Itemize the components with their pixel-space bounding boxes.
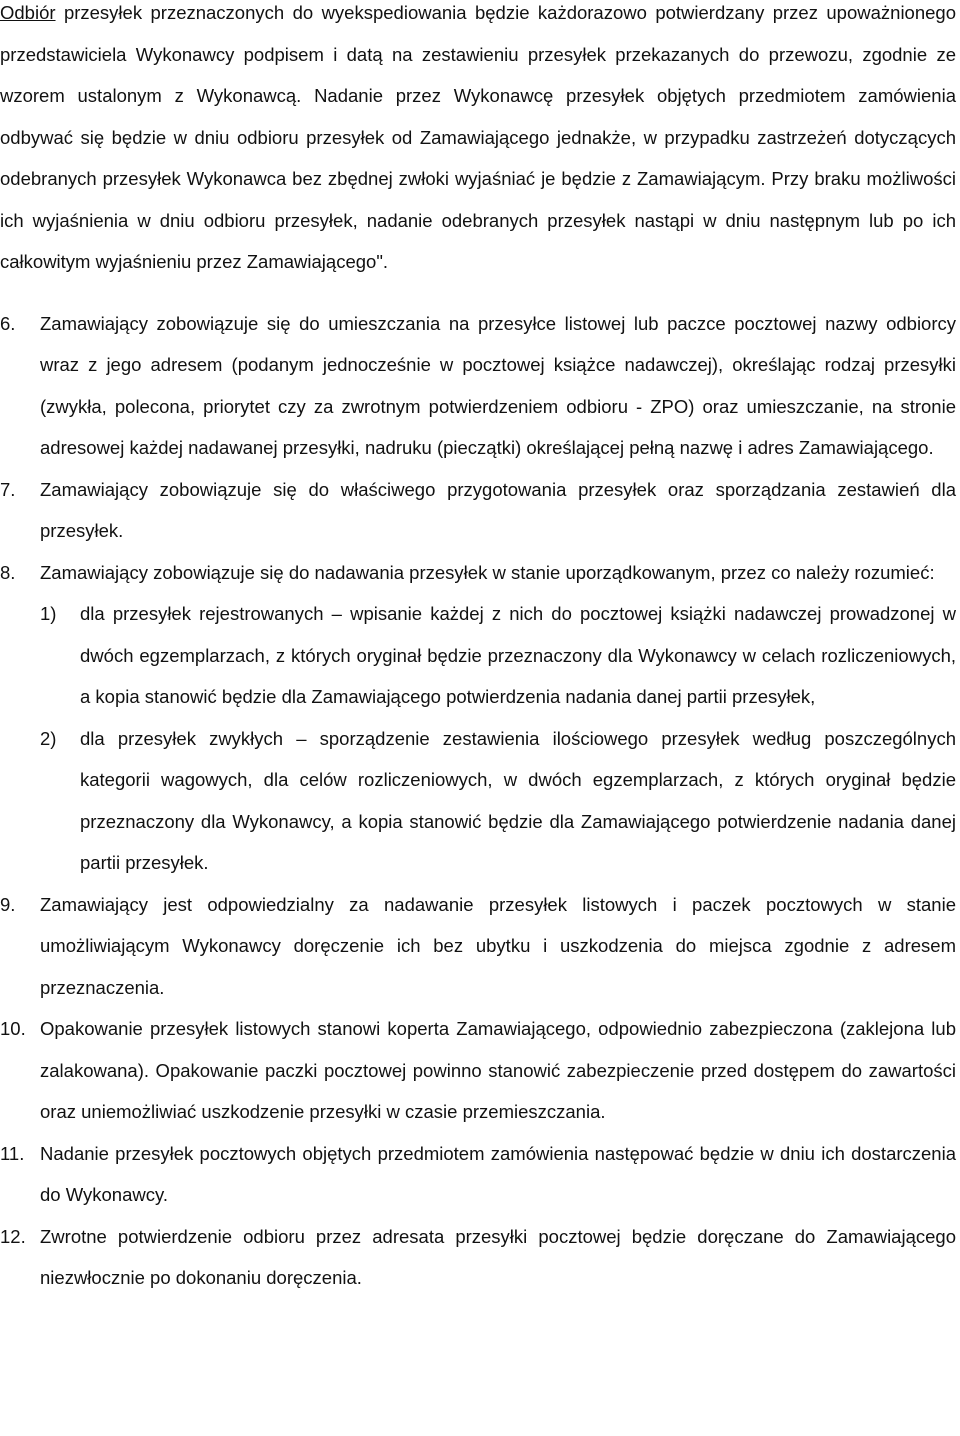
item-text: Zwrotne potwierdzenie odbioru przez adresata przesyłki pocztowej będzie doręczane do Zamawiającego niezwłocznie po dokonaniu doręczenia. [40, 1225, 956, 1288]
sub-item-2 [0, 718, 956, 884]
sub-item-1 [0, 593, 956, 718]
list-item-11 [0, 1133, 956, 1216]
list-item-6 [0, 303, 956, 469]
item-text: Zamawiający jest odpowiedzialny za nadawanie przesyłek listowych i paczek pocztowych w stanie umożliwiającym Wykonawcy doręczenie ich bez ubytku i uszkodzenia do miejsca zgodnie z adresem przeznaczenia. [40, 893, 956, 998]
item-text: Nadanie przesyłek pocztowych objętych przedmiotem zamówienia następować będzie w dniu ich dostarczenia do Wykonawcy. [40, 1142, 956, 1205]
item-number: 8. [0, 561, 16, 583]
item-number: 12. [0, 1225, 26, 1247]
list-item-8 [0, 552, 956, 594]
item-number: 11. [0, 1142, 25, 1164]
item-text: Zamawiający zobowiązuje się do właściwego przygotowania przesyłek oraz sporządzania zestawień dla przesyłek. [40, 478, 956, 541]
sub-item-number: 1) [40, 603, 57, 624]
intro-text: przesyłek przeznaczonych do wyekspediowania będzie każdorazowo potwierdzany przez upoważnionego przedstawiciela Wykonawcy podpisem i datą na zestawieniu przesyłek przekazanych do przewozu, zgodnie ze wzorem ustalonym z Wykonawcą. Nadanie przez Wykonawcę przesyłek objętych przedmiotem zamówienia odbywać się będzie w dniu odbioru przesyłek od Zamawiającego jednakże, w przypadku zastrzeżeń dotyczących odebranych przesyłek Wykonawca bez zbędnej zwłoki wyjaśniać je będzie z Zamawiającym. Przy braku możliwości ich wyjaśnienia w dniu odbioru przesyłek, nadanie odebranych przesyłek nastąpi w dniu następnym lub po ich całkowitym wyjaśnieniu przez Zamawiającego". [0, 2, 956, 272]
sub-item-text: dla przesyłek rejestrowanych – wpisanie każdej z nich do pocztowej książki nadawczej prowadzonej w dwóch egzemplarzach, z których oryginał będzie przeznaczony dla Wykonawcy w celach rozliczeniowych, a kopia stanowić będzie dla Zamawiającego potwierdzenia nadania danej partii przesyłek, [80, 603, 956, 707]
item-number: 9. [0, 893, 16, 915]
sub-item-number: 2) [40, 727, 57, 749]
item-number: 7. [0, 478, 16, 500]
list-item-12 [0, 1216, 956, 1299]
intro-first-word: Odbiór [0, 2, 56, 23]
item-number: 6. [0, 312, 16, 334]
item-text: Opakowanie przesyłek listowych stanowi koperta Zamawiającego, odpowiednio zabezpieczona (zaklejona lub zalakowana). Opakowanie paczki pocztowej powinno stanowić zabezpieczenie przed dostępem do zawartości oraz uniemożliwiać uszkodzenie przesyłki w czasie przemieszczania. [40, 1018, 956, 1122]
intro-paragraph [0, 0, 956, 283]
sub-item-text: dla przesyłek zwykłych – sporządzenie zestawienia ilościowego przesyłek według poszczególnych kategorii wagowych, dla celów rozliczeniowych, w dwóch egzemplarzach, z których oryginał będzie przeznaczony dla Wykonawcy, a kopia stanowić będzie dla Zamawiającego potwierdzenie nadania danej partii przesyłek. [80, 727, 956, 873]
item-number: 10. [0, 1018, 26, 1039]
item-text: Zamawiający zobowiązuje się do umieszczania na przesyłce listowej lub paczce pocztowej nazwy odbiorcy wraz z jego adresem (podanym jednocześnie w pocztowej książce nadawczej), określając rodzaj przesyłki (zwykła, polecona, priorytet czy za zwrotnym potwierdzeniem odbioru - ZPO) oraz umieszczanie, na stronie adresowej każdej nadawanej przesyłki, nadruku (pieczątki) określającej pełną nazwę i adres Zamawiającego. [40, 312, 956, 458]
list-item-9 [0, 884, 956, 1009]
list-item-7 [0, 469, 956, 552]
item-text: Zamawiający zobowiązuje się do nadawania przesyłek w stanie uporządkowanym, przez co należy rozumieć: [40, 561, 935, 583]
list-item-10 [0, 1008, 956, 1133]
